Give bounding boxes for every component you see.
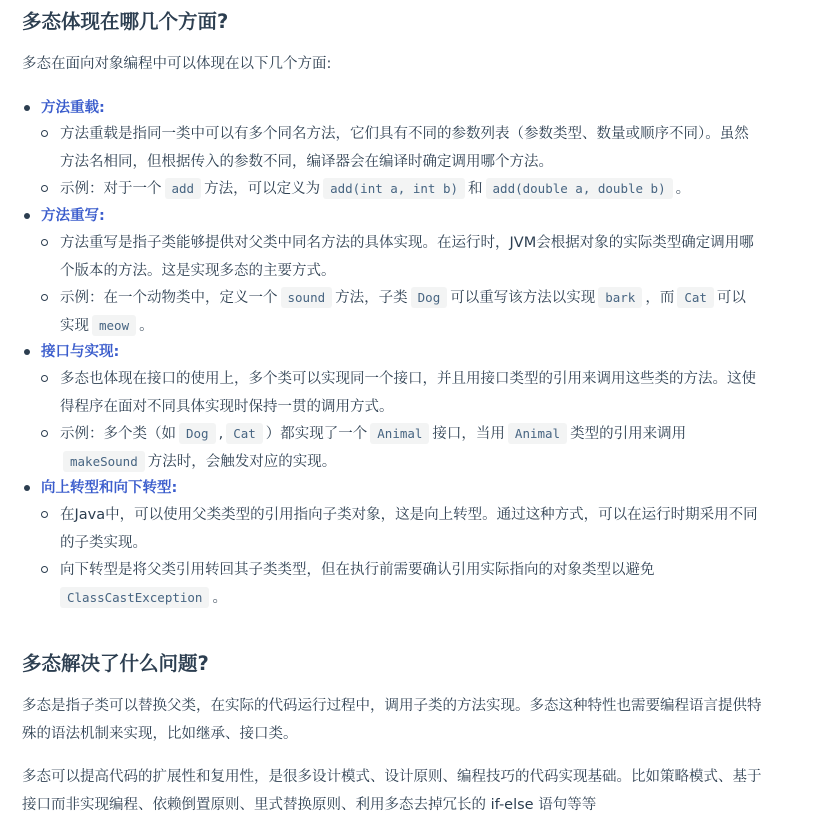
list-item-title-overriding: 方法重写: [41,208,105,224]
list-item-title-overloading: 方法重载: [41,100,105,116]
text-segment: ，而 [645,290,675,306]
text-segment: 示例：在一个动物类中，定义一个 [60,290,278,306]
text-segment: 。 [212,590,227,606]
list-bullet [24,485,30,491]
code-add: add [165,178,202,199]
code-cat: Cat [677,287,714,308]
section-heading-polymorphism-aspects: 多态体现在哪几个方面? [22,10,229,33]
overriding-example [60,284,760,340]
text-segment: 接口，当用 [432,426,505,442]
sub-list-bullet [41,294,48,301]
text-segment: , [218,426,224,442]
text-segment: 方法，可以定义为 [204,181,321,197]
list-item-title-interfaces: 接口与实现: [41,344,120,360]
paragraph-benefits: 多态可以提高代码的扩展性和复用性，是很多设计模式、设计原则、编程技巧的代码实现基础。比如策略模式、基于接口而非实现编程、依赖倒置原则、里式替换原则、利用多态去掉冗长的 if-else 语句等等 [22,769,762,813]
sub-list-bullet [41,430,48,437]
code-makesound: makeSound [63,451,145,472]
upcasting-description: 在Java中，可以使用父类类型的引用指向子类对象，这是向上转型。通过这种方式，可以在运行时期采用不同的子类实现。 [60,507,758,551]
sub-list-bullet [41,130,48,137]
sub-list-bullet [41,566,48,573]
paragraph-definition: 多态是指子类可以替换父类，在实际的代码运行过程中，调用子类的方法实现。多态这种特性也需要编程语言提供特殊的语法机制来实现，比如继承、接口类。 [22,698,762,742]
text-segment: 示例：多个类（如 [60,426,176,442]
overloading-example [60,175,760,203]
code-cat: Cat [226,423,263,444]
list-item-title-casting: 向上转型和向下转型: [41,480,178,496]
text-segment: 示例：对于一个 [60,181,162,197]
list-bullet [24,105,30,111]
code-add-int: add(int a, int b) [323,178,465,199]
text-segment: 可以重写该方法以实现 [450,290,596,306]
text-segment: 和 [468,181,483,197]
overloading-description: 方法重载是指同一类中可以有多个同名方法，它们具有不同的参数列表（参数类型、数量或顺序不同）。虽然方法名相同，但根据传入的参数不同，编译器会在编译时确定调用哪个方法。 [60,126,749,170]
code-bark: bark [598,287,642,308]
downcasting-description [60,556,760,612]
list-bullet [24,213,30,219]
text-segment: 可以实现 [60,290,746,334]
overriding-description: 方法重写是指子类能够提供对父类中同名方法的具体实现。在运行时，JVM会根据对象的实际类型确定调用哪个版本的方法。这是实现多态的主要方式。 [60,235,754,279]
sub-list-bullet [41,511,48,518]
code-animal: Animal [508,423,567,444]
sub-list-bullet [41,375,48,382]
text-segment: ）都实现了一个 [265,426,368,442]
section-heading-problems-solved: 多态解决了什么问题? [22,652,209,675]
text-segment: 。 [675,181,691,197]
code-add-double: add(double a, double b) [486,178,673,199]
code-dog: Dog [179,423,216,444]
intro-paragraph: 多态在面向对象编程中可以体现在以下几个方面: [22,56,332,72]
list-bullet [24,349,30,355]
code-dog: Dog [411,287,448,308]
code-meow: meow [92,315,136,336]
code-animal: Animal [370,423,429,444]
text-segment: 方法时，会触发对应的实现。 [147,454,337,470]
interfaces-description: 多态也体现在接口的使用上，多个类可以实现同一个接口，并且用接口类型的引用来调用这些类的方法。这使得程序在面对不同具体实现时保持一贯的调用方式。 [60,371,756,415]
interfaces-example [60,420,760,476]
code-classcastexception: ClassCastException [60,587,209,608]
text-segment: 向下转型是将父类引用转回其子类类型，但在执行前需要确认引用实际指向的对象类型以避免 [60,562,655,578]
sub-list-bullet [41,239,48,246]
text-segment: 方法，子类 [335,290,408,306]
text-segment: 。 [139,318,154,334]
sub-list-bullet [41,185,48,192]
text-segment: 类型的引用来调用 [570,426,687,442]
code-sound: sound [281,287,333,308]
